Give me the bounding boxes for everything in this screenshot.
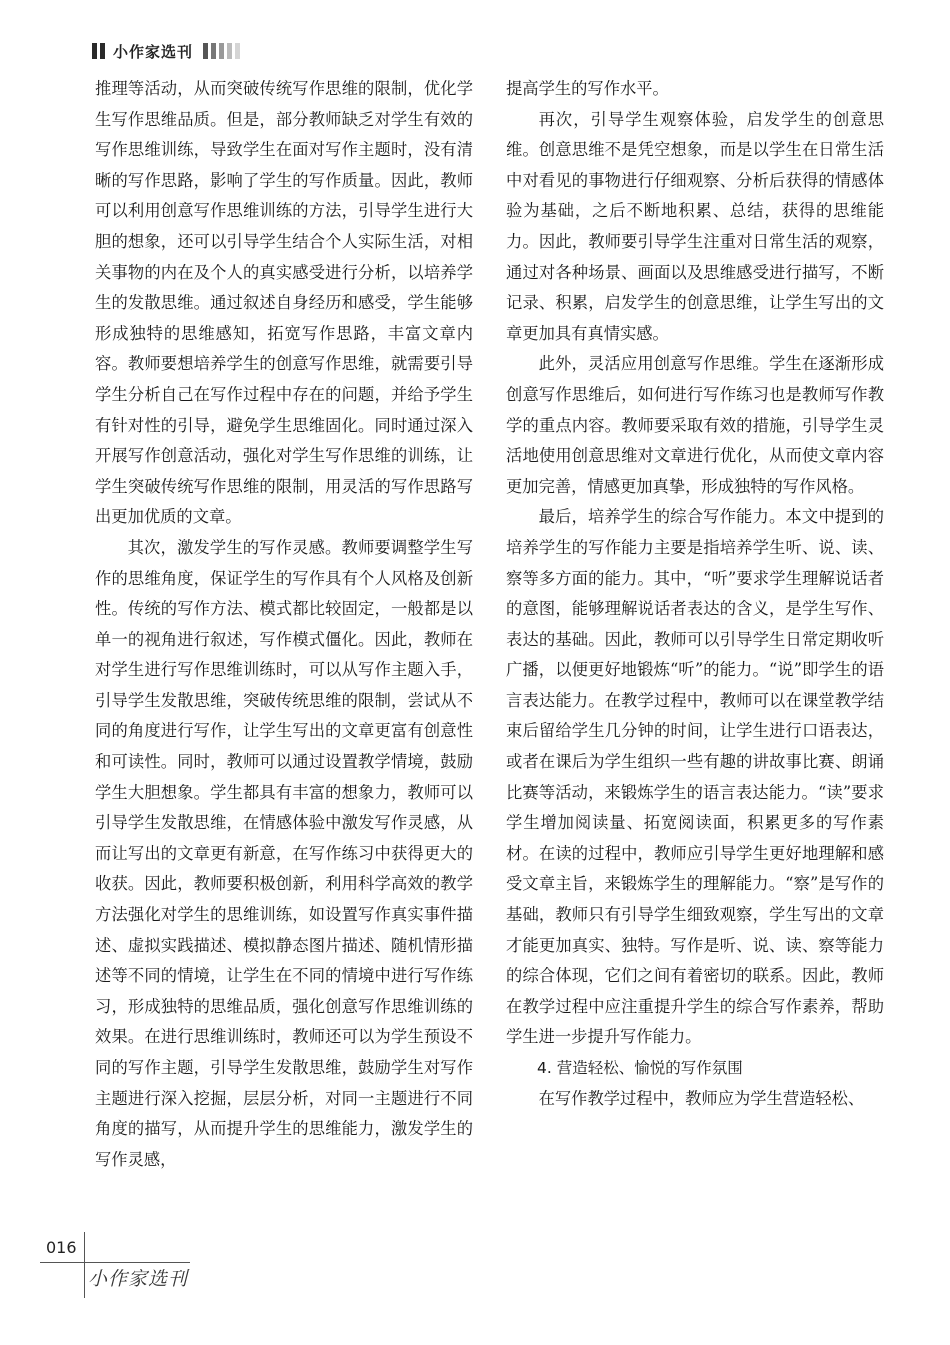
header-bar <box>92 43 97 59</box>
journal-title: 小作家选刊 <box>113 42 194 61</box>
paragraph: 最后，培养学生的综合写作能力。本文中提到的培养学生的写作能力主要是指培养学生听、说、读、察等多方面的能力。其中，“听”要求学生理解说话者的意图，能够理解说话者表达的含义，是学生写作、表达的基础。因此，教师可以引导学生日常定期收听广播，以便更好地锻炼“听”的能力。“说”即学生的语言表达能力。在教学过程中，教师可以在课堂教学结束后留给学生几分钟的时间，让学生进行口语表达，或者在课后为学生组织一些有趣的讲故事比赛、朗诵比赛等活动，来锻炼学生的语言表达能力。“读”要求学生增加阅读量、拓宽阅读面，积累更多的写作素材。在读的过程中，教师应引导学生更好地理解和感受文章主旨，来锻炼学生的理解能力。“察”是写作的基础，教师只有引导学生细致观察，学生写出的文章才能更加真实、独特。写作是听、说、读、察等能力的综合体现，它们之间有着密切的联系。因此，教师在教学过程中应注重提升学生的综合写作素养，帮助学生进一步提升写作能力。 <box>506 507 884 1047</box>
running-header <box>92 40 240 62</box>
header-bar <box>219 43 224 59</box>
header-bar <box>203 43 208 59</box>
paragraph: 提高学生的写作水平。 <box>506 79 669 98</box>
paragraph: 其次，激发学生的写作灵感。教师要调整学生写作的思维角度，保证学生的写作具有个人风格及创新性。传统的写作方法、模式都比较固定，一般都是以单一的视角进行叙述，写作模式僵化。因此，教师在对学生进行写作思维训练时，可以从写作主题入手，引导学生发散思维，突破传统思维的限制，尝试从不同的角度进行写作，让学生写出的文章更富有创意性和可读性。同时，教师可以通过设置教学情境，鼓励学生大胆想象。学生都具有丰富的想象力，教师可以引导学生发散思维，在情感体验中激发写作灵感，从而让写出的文章更有新意，在写作练习中获得更大的收获。因此，教师要积极创新，利用科学高效的教学方法强化对学生的思维训练，如设置写作真实事件描述、虚拟实践描述、模拟静态图片描述、随机情形描述等不同的情境，让学生在不同的情境中进行写作练习，形成独特的思维品质，强化创意写作思维训练的效果。在进行思维训练时，教师还可以为学生预设不同的写作主题，引导学生发散思维，鼓励学生对写作主题进行深入挖掘，层层分析，对同一主题进行不同角度的描写，从而提升学生的思维能力，激发学生的写作灵感， <box>95 537 473 1169</box>
header-bar <box>235 43 240 59</box>
paragraph: 在写作教学过程中，教师应为学生营造轻松、 <box>538 1088 865 1108</box>
paragraph: 推理等活动，从而突破传统写作思维的限制，优化学生写作思维品质。但是，部分教师缺乏对学生有效的写作思维训练，导致学生在面对写作主题时，没有清晰的写作思路，影响了学生的写作质量。因此，教师可以利用创意写作思维训练的方法，引导学生进行大胆的想象，还可以引导学生结合个人实际生活，对相关事物的内在及个人的真实感受进行分析，以培养学生的发散思维。通过叙述自身经历和感受，学生能够形成独特的思维感知，拓宽写作思路，丰富文章内容。教师要想培养学生的创意写作思维，就需要引导学生分析自己在写作过程中存在的问题，并给予学生有针对性的引导，避免学生思维固化。同时通过深入开展写作创意活动，强化对学生写作思维的训练，让学生突破传统写作思维的限制，用灵活的写作思路写出更加优质的文章。 <box>95 79 473 527</box>
header-bar <box>100 43 105 59</box>
footer-divider-vertical <box>84 1232 85 1298</box>
header-bars-right <box>203 43 240 59</box>
footer-divider-horizontal <box>40 1262 190 1263</box>
footer-logo: 小作家选刊 <box>88 1268 189 1290</box>
paragraph: 再次，引导学生观察体验，启发学生的创意思维。创意思维不是凭空想象，而是以学生在日常生活中对看见的事物进行仔细观察、分析后获得的情感体验为基础，之后不断地积累、总结，获得的思维能力。因此，教师要引导学生注重对日常生活的观察，通过对各种场景、画面以及思维感受进行描写，不断记录、积累，启发学生的创意思维，让学生写出的文章更加具有真情实感。 <box>506 109 884 343</box>
right-column <box>506 74 884 1114</box>
header-bars-left <box>92 43 105 59</box>
left-column <box>95 74 473 1175</box>
paragraph: 此外，灵活应用创意写作思维。学生在逐渐形成创意写作思维后，如何进行写作练习也是教师写作教学的重点内容。教师要采取有效的措施，引导学生灵活地使用创意思维对文章进行优化，从而使文章内容更加完善，情感更加真挚，形成独特的写作风格。 <box>506 354 884 496</box>
header-bar <box>211 43 216 59</box>
header-bar <box>227 43 232 59</box>
section-heading: 4. 营造轻松、愉悦的写作氛围 <box>537 1059 743 1077</box>
page-number: 016 <box>46 1238 77 1257</box>
